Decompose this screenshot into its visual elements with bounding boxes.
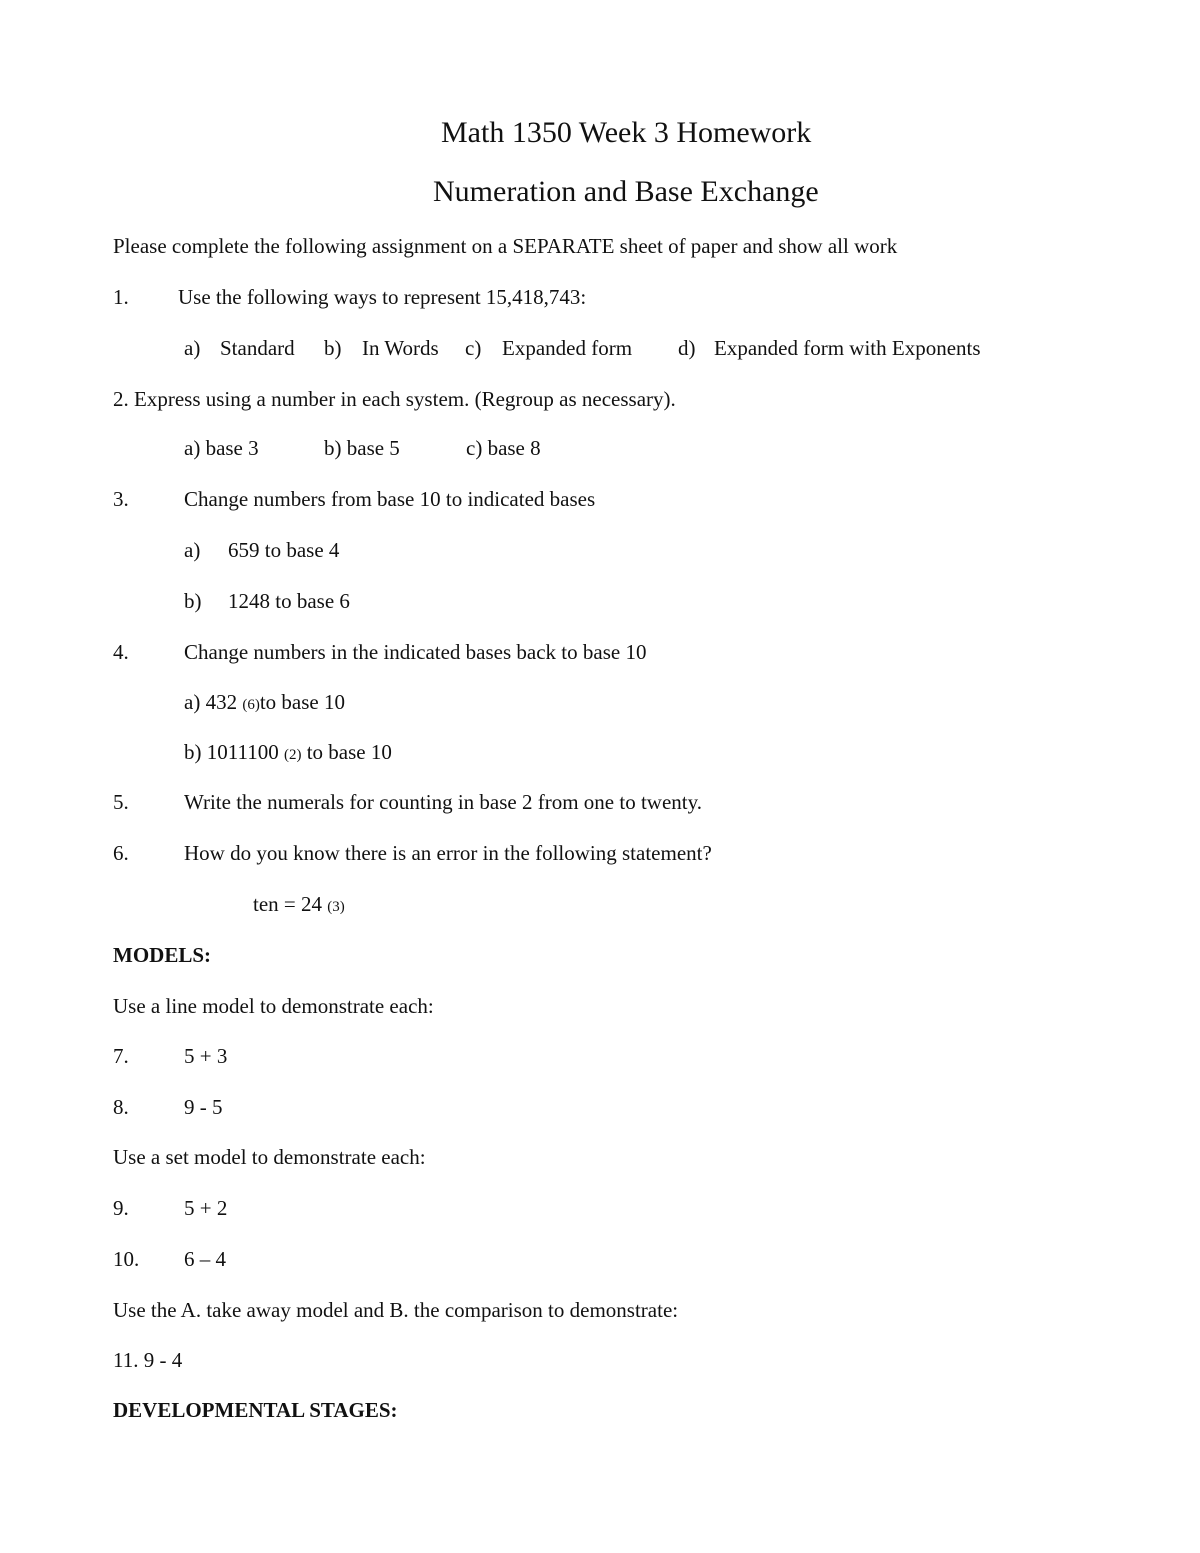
q2-option-c: c) base 8 — [466, 436, 541, 460]
q3-a-label: a) — [184, 538, 201, 562]
q1-text: Use the following ways to represent 15,418,743: — [178, 285, 587, 309]
q7-text: 5 + 3 — [184, 1044, 228, 1068]
q10-text: 6 – 4 — [184, 1247, 226, 1271]
q2-option-a: a) base 3 — [184, 436, 259, 460]
q6-statement — [253, 894, 345, 915]
q5-number: 5. — [113, 790, 129, 814]
q3-number: 3. — [113, 487, 129, 511]
q9-number: 9. — [113, 1196, 129, 1220]
q4-b-tail: to base 10 — [306, 740, 392, 764]
q4-a-base: (6) — [242, 697, 260, 713]
q1-number: 1. — [113, 285, 129, 309]
q1-option-c: Expanded form — [502, 336, 633, 360]
q8-number: 8. — [113, 1095, 129, 1119]
q4-a-tail: to base 10 — [259, 690, 345, 714]
q10-number: 10. — [113, 1247, 140, 1271]
q4-a — [184, 692, 345, 713]
q1-option-a: Standard — [220, 336, 295, 360]
q1-option-d: Expanded form with Exponents — [714, 336, 981, 360]
takeaway-model-intro: Use the A. take away model and B. the comparison to demonstrate: — [113, 1298, 679, 1322]
q2-text: 2. Express using a number in each system. (Regroup as necessary). — [113, 387, 676, 411]
developmental-stages-heading: DEVELOPMENTAL STAGES: — [113, 1398, 398, 1422]
q3-b-label: b) — [184, 589, 202, 613]
q11-text: 11. 9 - 4 — [113, 1348, 183, 1372]
q4-b-label: b) — [184, 740, 202, 764]
q6-equation: ten = 24 — [253, 892, 322, 916]
q1-option-b: In Words — [362, 336, 439, 360]
set-model-intro: Use a set model to demonstrate each: — [113, 1145, 426, 1169]
document-title: Math 1350 Week 3 Homework — [441, 116, 812, 149]
q3-text: Change numbers from base 10 to indicated bases — [184, 487, 596, 511]
models-heading: MODELS: — [113, 943, 212, 967]
q1-option-c-label: c) — [465, 336, 482, 360]
q4-text: Change numbers in the indicated bases back to base 10 — [184, 640, 647, 664]
q8-text: 9 - 5 — [184, 1095, 223, 1119]
document-subtitle: Numeration and Base Exchange — [433, 175, 819, 208]
q3-b-text: 1248 to base 6 — [228, 589, 350, 613]
q6-text: How do you know there is an error in the following statement? — [184, 841, 712, 865]
q7-number: 7. — [113, 1044, 129, 1068]
q1-option-b-label: b) — [324, 336, 342, 360]
q6-base: (3) — [327, 899, 345, 915]
q4-a-label: a) — [184, 690, 201, 714]
q4-b-number: 1011100 — [206, 740, 279, 764]
q6-number: 6. — [113, 841, 129, 865]
q2-option-b: b) base 5 — [324, 436, 400, 460]
q4-b — [184, 742, 392, 763]
q9-text: 5 + 2 — [184, 1196, 228, 1220]
q5-text: Write the numerals for counting in base 2 from one to twenty. — [184, 790, 702, 814]
q1-option-d-label: d) — [678, 336, 696, 360]
line-model-intro: Use a line model to demonstrate each: — [113, 994, 434, 1018]
instructions: Please complete the following assignment on a SEPARATE sheet of paper and show all work — [113, 234, 898, 258]
q4-a-number: 432 — [205, 690, 238, 714]
q4-b-base: (2) — [283, 747, 302, 763]
q3-a-text: 659 to base 4 — [228, 538, 340, 562]
q1-option-a-label: a) — [184, 336, 201, 360]
q4-number: 4. — [113, 640, 129, 664]
